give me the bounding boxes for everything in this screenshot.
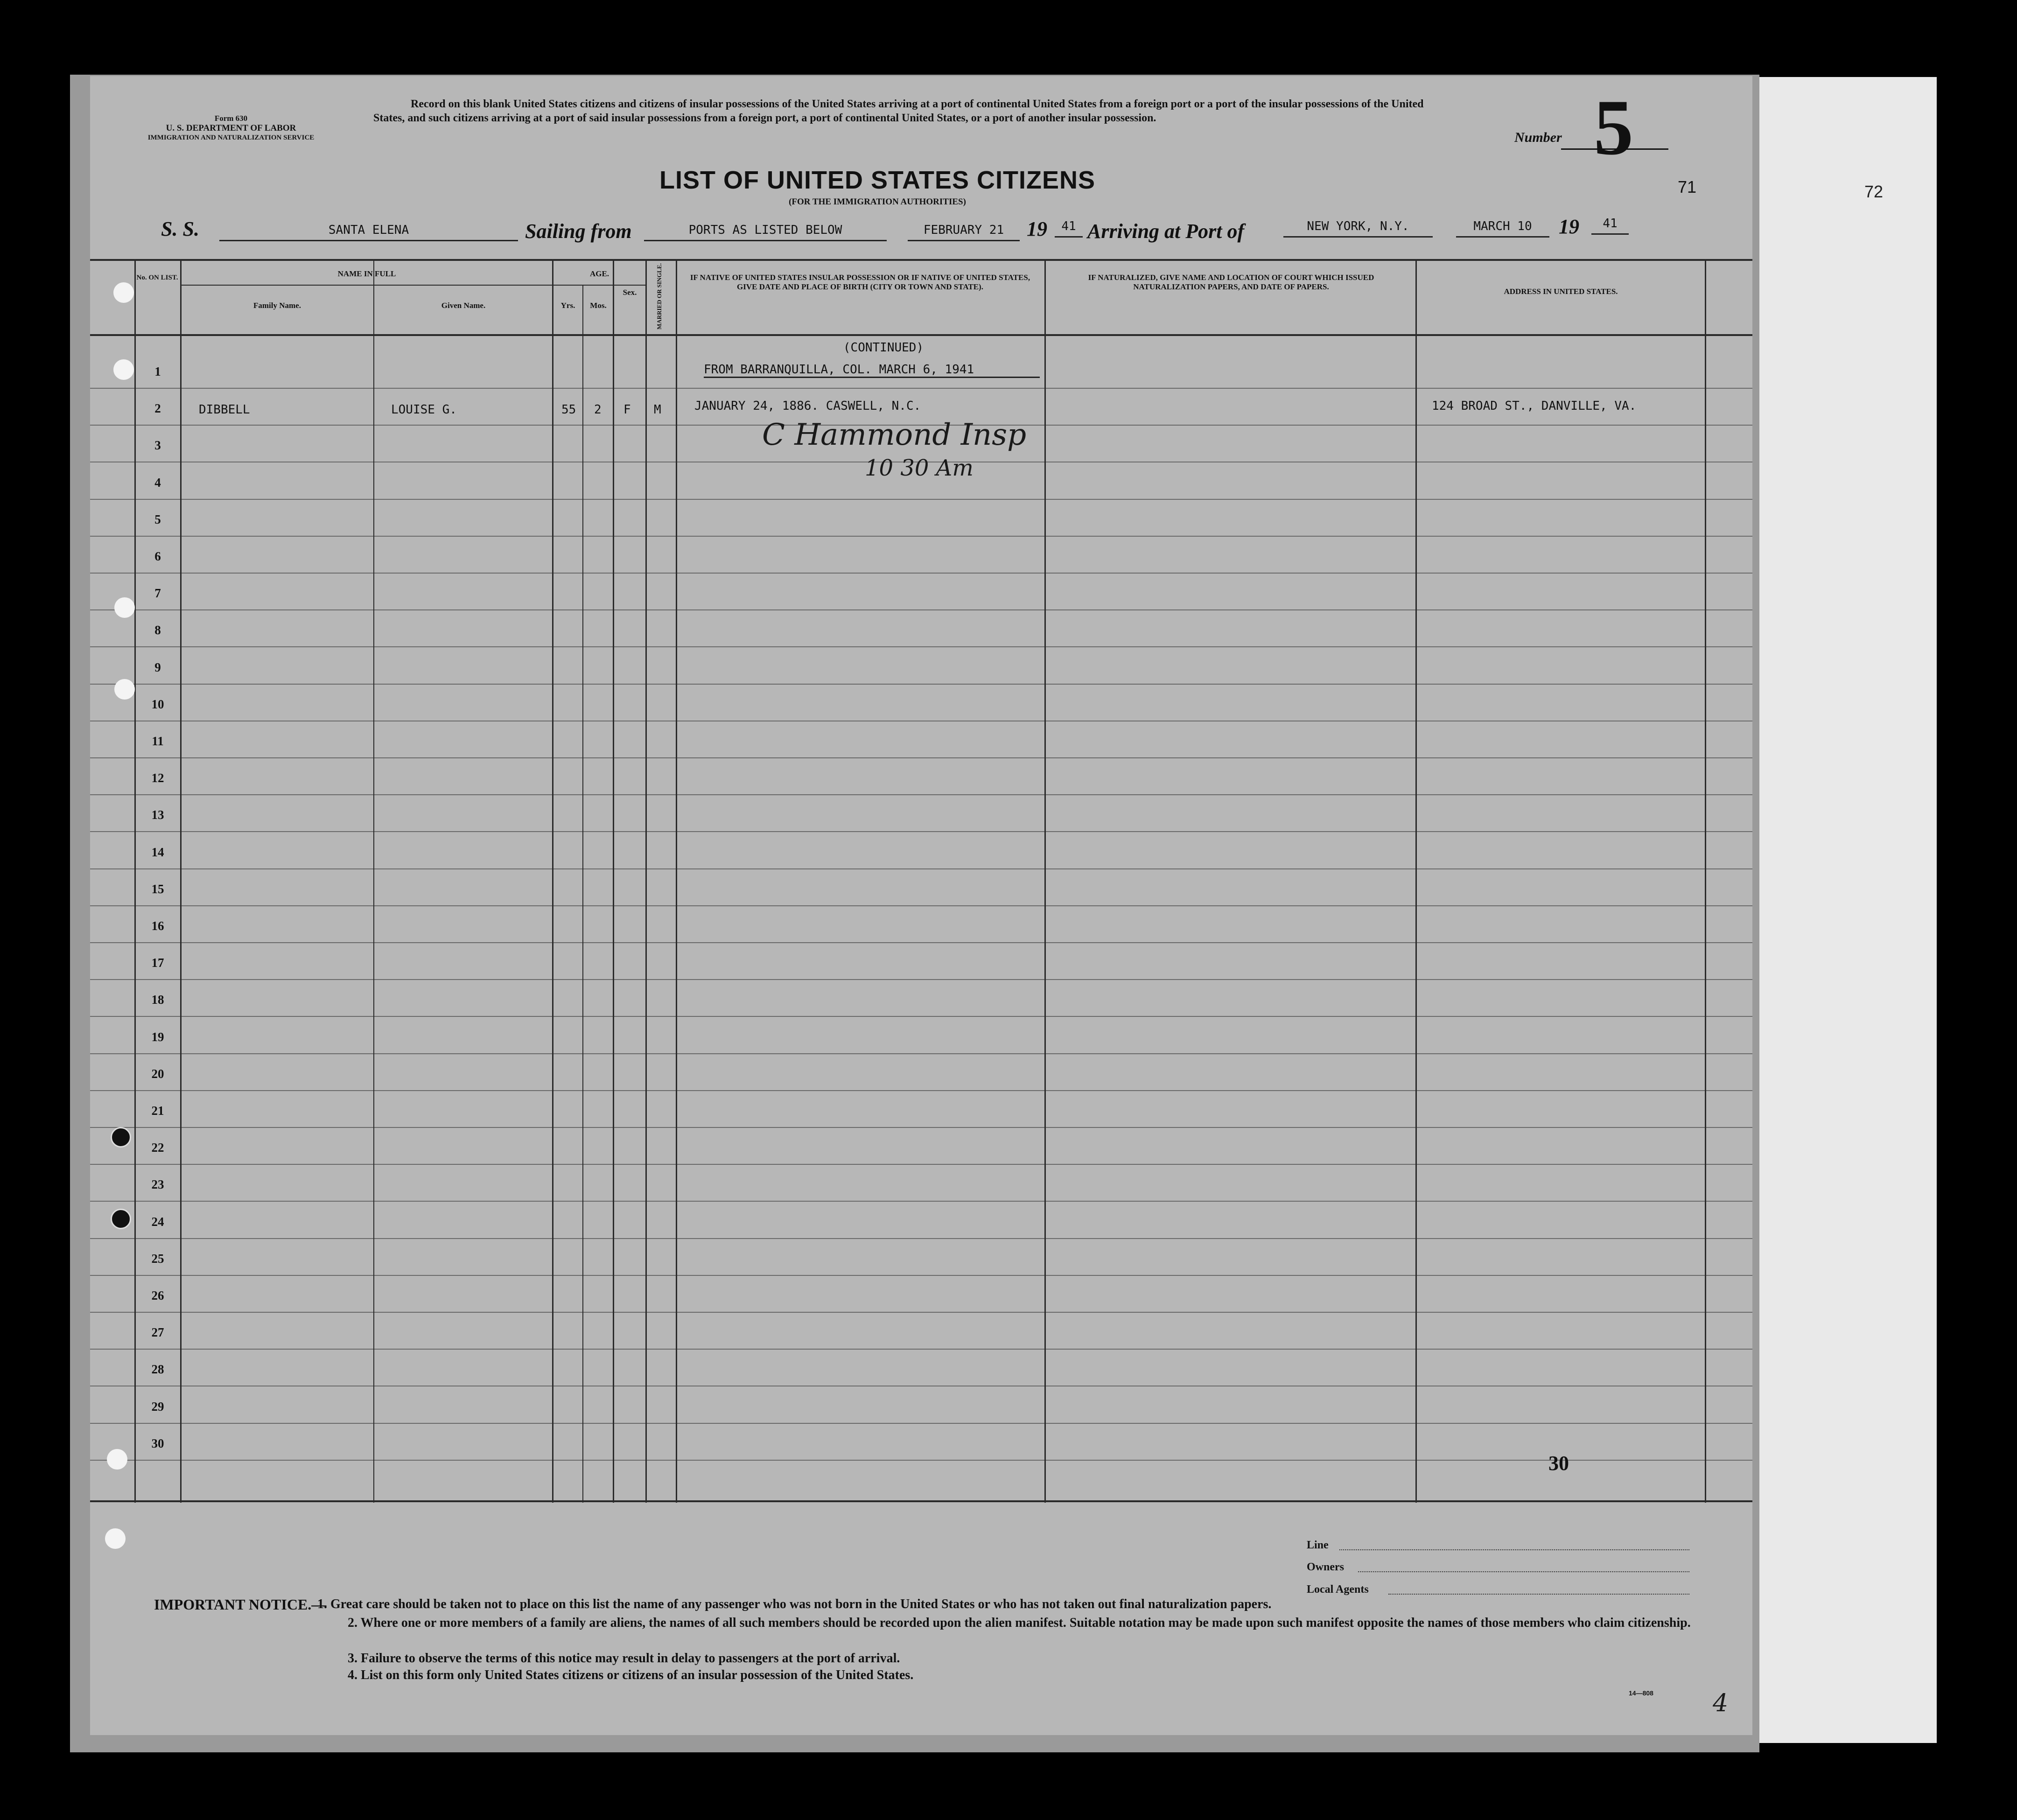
line-field (1339, 1549, 1689, 1550)
row-number: 28 (151, 1362, 164, 1377)
owners-label: Owners (1307, 1561, 1344, 1573)
row-number: 16 (151, 919, 164, 933)
col-age-yrs: Yrs. (560, 301, 575, 310)
row-line (90, 1423, 1752, 1424)
from-port-note: FROM BARRANQUILLA, COL. MARCH 6, 1941 (704, 363, 1040, 378)
column-divider (1415, 259, 1417, 1503)
row-line (90, 979, 1752, 980)
age-months: 2 (594, 403, 602, 417)
instructions-text: Record on this blank United States citizens and citizens of insular possessions of the United States arriving at a port of continental United States from a foreign port or a port of the insular possessions of the United States, and such citizens arriving at a port of said insular possessions from a foreign port, a port of continental United States, or a port of another insular possession. (373, 98, 1424, 124)
col-name-in-full: NAME IN FULL (337, 269, 396, 278)
row-line (90, 536, 1752, 537)
col-given-name: Given Name. (441, 301, 486, 310)
row-line (90, 1090, 1752, 1091)
sailing-year-prefix: 19 (1027, 217, 1047, 240)
family-name: DIBBELL (199, 403, 250, 417)
col-address: ADDRESS IN UNITED STATES. (1504, 287, 1618, 296)
print-code: 14—808 (1629, 1689, 1653, 1697)
row-line (90, 757, 1752, 758)
punch-hole (107, 1449, 127, 1470)
row-line (90, 609, 1752, 610)
row-line (90, 499, 1752, 500)
table-border (90, 259, 1752, 261)
header-subline (180, 285, 552, 286)
department: U. S. DEPARTMENT OF LABOR (166, 123, 296, 133)
passenger-table (90, 259, 1752, 1503)
notice-item-3: 3. Failure to observe the terms of this notice may result in delay to passengers at the port of arrival. (348, 1651, 900, 1666)
sex: F (623, 403, 631, 417)
form-number: Form 630 (214, 114, 248, 123)
punch-hole (114, 597, 135, 618)
row-number: 23 (151, 1177, 164, 1192)
continued-note: (CONTINUED) (843, 341, 924, 355)
col-family-name: Family Name. (253, 301, 301, 310)
row-number: 22 (151, 1141, 164, 1155)
column-divider (552, 259, 553, 1503)
sailing-date: FEBRUARY 21 (908, 223, 1020, 241)
row-number: 30 (151, 1436, 164, 1450)
number-label: Number (1514, 130, 1562, 145)
owners-field (1358, 1571, 1689, 1572)
row-line (90, 794, 1752, 795)
col-naturalized: IF NATURALIZED, GIVE NAME AND LOCATION OF COURT WHICH ISSUED NATURALIZATION PAPERS, AND DATE OF PAPERS. (1088, 273, 1374, 291)
col-age-mos: Mos. (590, 301, 607, 310)
row-number: 8 (154, 623, 161, 637)
punch-hole (105, 1528, 126, 1549)
row-number: 15 (151, 882, 164, 896)
header-subline (552, 285, 645, 286)
punch-hole (113, 359, 134, 380)
row-line (90, 868, 1752, 869)
row-line (90, 942, 1752, 943)
col-native-birth: IF NATIVE OF UNITED STATES INSULAR POSSESSION OR IF NATIVE OF UNITED STATES, GIVE DATE AND PLACE OF BIRTH (CITY OR TOWN AND STATE). (690, 273, 1030, 291)
row-number: 9 (154, 660, 161, 674)
row-line (90, 1201, 1752, 1202)
total-count: 30 (1548, 1452, 1569, 1475)
notice-item-4: 4. List on this form only United States citizens or citizens of an insular possession of the United States. (348, 1668, 914, 1682)
arrival-year-prefix: 19 (1559, 215, 1579, 238)
row-number: 7 (154, 586, 161, 601)
local-agents-label: Local Agents (1307, 1583, 1369, 1596)
birth-date-place: JANUARY 24, 1886. CASWELL, N.C. (694, 399, 921, 413)
column-divider (180, 259, 182, 1503)
row-number: 19 (151, 1029, 164, 1044)
col-marital: MARRIED OR SINGLE. (656, 263, 663, 329)
back-page-number: 72 (1864, 182, 1884, 201)
row-line (90, 1460, 1752, 1461)
table-border (90, 1500, 1752, 1502)
arriving-label: Arriving at Port of (1087, 220, 1245, 243)
row-number: 13 (151, 808, 164, 822)
row-line (90, 1053, 1752, 1054)
row-number: 25 (151, 1251, 164, 1266)
row-line (90, 1312, 1752, 1313)
col-age: AGE. (589, 269, 609, 278)
number-underline (1561, 148, 1668, 150)
given-name: LOUISE G. (391, 403, 457, 417)
row-number: 4 (154, 475, 161, 490)
column-divider (582, 285, 583, 1503)
row-line (90, 1275, 1752, 1276)
row-line (90, 1164, 1752, 1165)
inspector-signature: C Hammond Insp (762, 418, 1027, 452)
row-number: 21 (151, 1104, 164, 1118)
row-number: 20 (151, 1066, 164, 1081)
notice-item-1: 1. Great care should be taken not to place on this list the name of any passenger who was not born in the United States or who has not taken out final naturalization papers. (317, 1597, 1272, 1611)
sailing-label: Sailing from (525, 220, 632, 243)
page-subtitle: (FOR THE IMMIGRATION AUTHORITIES) (789, 197, 966, 207)
row-line (90, 388, 1752, 389)
col-no: No. ON LIST. (136, 274, 178, 281)
sailing-from: PORTS AS LISTED BELOW (644, 223, 887, 241)
row-number: 29 (151, 1399, 164, 1414)
ss-label: S. S. (161, 217, 199, 240)
row-line (90, 573, 1752, 574)
row-line (90, 1127, 1752, 1128)
us-address: 124 BROAD ST., DANVILLE, VA. (1432, 399, 1637, 413)
service: IMMIGRATION AND NATURALIZATION SERVICE (147, 134, 315, 141)
punch-hole (111, 1209, 131, 1229)
local-agents-field (1388, 1594, 1689, 1595)
page-number: 71 (1678, 177, 1697, 196)
column-divider (645, 259, 647, 1503)
row-number: 10 (151, 697, 164, 711)
row-number: 1 (154, 364, 161, 378)
row-number: 24 (151, 1214, 164, 1229)
row-line (90, 1016, 1752, 1017)
row-line (90, 1349, 1752, 1350)
inspection-time: 10 30 Am (865, 455, 973, 481)
column-divider (134, 259, 136, 1503)
notice-item-2: 2. Where one or more members of a family are aliens, the names of all such members should be recorded upon the alien manifest. Suitable notation may be made upon such manifest opposite the names of those members who claim citizenship. (348, 1616, 1691, 1630)
column-divider (1044, 259, 1046, 1503)
form-header (140, 113, 322, 143)
row-line (90, 1238, 1752, 1239)
sailing-year: 41 (1055, 219, 1083, 238)
column-divider (676, 259, 677, 1503)
row-number: 5 (154, 512, 161, 526)
punch-hole (111, 1127, 131, 1148)
row-line (90, 646, 1752, 647)
notice-title: IMPORTANT NOTICE.— (154, 1596, 327, 1613)
row-number: 11 (152, 734, 164, 748)
corner-number: 4 (1713, 1689, 1729, 1717)
ship-name: SANTA ELENA (219, 223, 518, 241)
column-divider (613, 259, 614, 1503)
row-number: 3 (154, 438, 161, 453)
column-divider (1705, 259, 1706, 1503)
row-number: 18 (151, 993, 164, 1007)
row-number: 12 (151, 771, 164, 785)
line-label: Line (1307, 1539, 1329, 1551)
row-number: 2 (154, 401, 161, 416)
row-line (90, 905, 1752, 906)
marital-status: M (654, 403, 661, 417)
punch-hole (114, 679, 135, 700)
arrival-port: NEW YORK, N.Y. (1283, 219, 1433, 238)
column-divider (373, 259, 374, 1503)
row-number: 26 (151, 1288, 164, 1302)
row-number: 6 (154, 549, 161, 563)
punch-hole (113, 282, 134, 303)
arrival-date: MARCH 10 (1456, 219, 1549, 238)
col-sex: Sex. (623, 288, 637, 297)
age-years: 55 (561, 403, 576, 417)
row-line (90, 684, 1752, 685)
row-line (90, 831, 1752, 832)
row-number: 14 (151, 845, 164, 859)
row-number: 17 (151, 956, 164, 970)
list-number: 5 (1594, 84, 1633, 171)
arrival-year: 41 (1591, 217, 1629, 235)
row-number: 27 (151, 1325, 164, 1340)
header-separator (90, 334, 1752, 336)
page-title: LIST OF UNITED STATES CITIZENS (659, 166, 1095, 194)
